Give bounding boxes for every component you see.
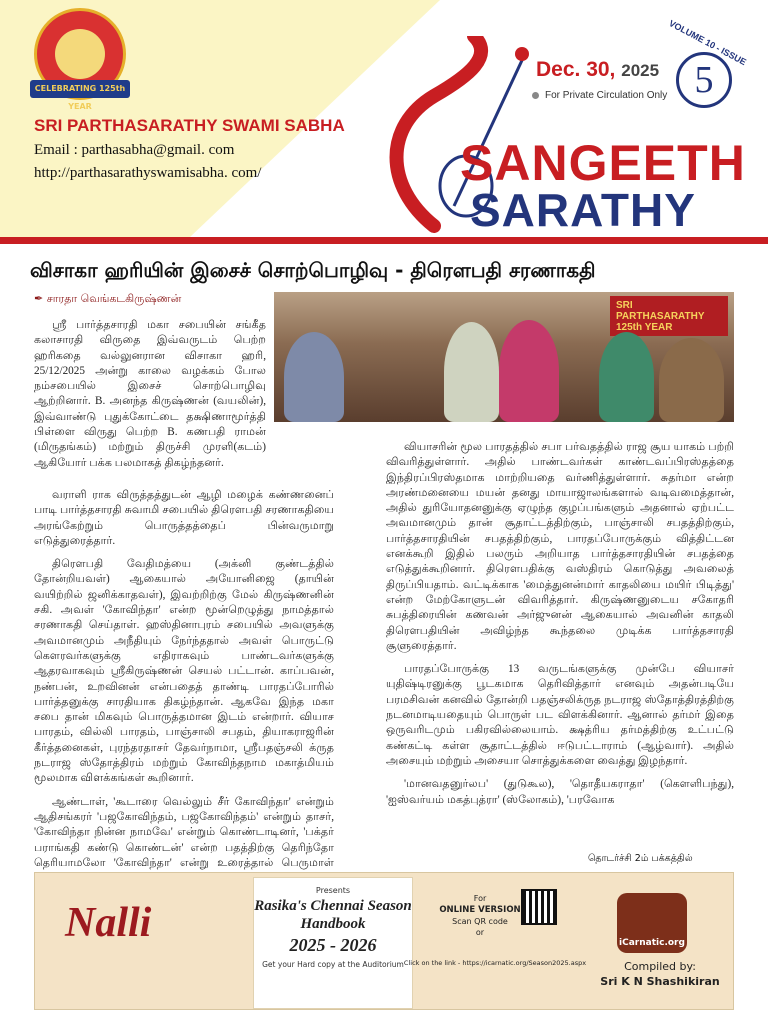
- compiler-name: Sri K N Shashikiran: [600, 975, 720, 988]
- continued-note: தொடர்ச்சி 2ம் பக்கத்தில்: [588, 853, 693, 864]
- author-name: சாரதா வெங்கடகிருஷ்ணன்: [46, 292, 182, 305]
- performer-violin: [599, 332, 654, 422]
- compiled-by-label: Compiled by:: [624, 960, 696, 973]
- scan-qr: Scan QR code: [452, 917, 508, 926]
- article-column-right: [386, 440, 734, 816]
- paragraph-1: ஸ்ரீ பார்த்தசாரதி மகா சபையின் சங்கீத கலாசாரதி விருதை இவ்வருடம் பெற்ற ஹரிகதை வல்லுனரான விசாகா ஹரி, 25/12/2025 அன்று காலை வழக்கம் போல நம்சபையில் இசைச் சொற்பொழிவு ஆற்றினார். B. அனந்த கிருஷ்ணன் (வயலின்), இவ்வாண்டு புதுக்கோட்டை தக்ஷிணாமூர்த்தி பிள்ளை விருது பெற்ற B. கணபதி ராமன் (மிருதங்கம்) மற்றும் திருச்சி முரளி(கடம்) ஆகியோர் பக்க பலமாகத் திகழ்ந்தனர்.: [34, 319, 266, 469]
- handbook-title: Rasika's Chennai Season Handbook: [254, 898, 412, 932]
- compiler-credit: [595, 959, 725, 989]
- qr-code-icon[interactable]: [521, 889, 557, 925]
- handbook-link[interactable]: Click on the link - https://icarnatic.org/Season2025.aspx: [403, 959, 587, 967]
- stage-banner: SRI PARTHASARATHY 125th YEAR: [610, 296, 728, 336]
- article-headline: விசாகா ஹரியின் இசைச் சொற்பொழிவு - திரௌபதி சரணாகதி: [30, 258, 596, 282]
- advertisement: [34, 872, 734, 1010]
- hardcopy-note: Get your Hard copy at the Auditorium: [262, 960, 404, 969]
- nalli-logo: Nalli: [65, 900, 152, 946]
- or-label: or: [475, 928, 485, 937]
- online-version: ONLINE VERSION: [439, 905, 521, 915]
- paragraph-3: திரௌபதி வேதிமத்யை (அக்னி குண்டத்தில் தோன்றியவள்) ஆகையால் அயோனிஜை (தாயின் வயிற்றில் ஜனிக்காதவள்), இவற்றிற்கு மேல் கிருஷ்ணனின் சகி. அவள் 'கோவிந்தா' என்ற மூன்றெழுத்து நாமத்தால் சரணாகதி செய்தாள். ஹஸ்தினாபுரம் சபையில் அவளுக்கு அவமானமும் அநீதியும் நேர்ந்ததால் அவள் பொருட்டு கௌரவர்களுக்கு எதிராகவும் பாண்டவர்களுக்கு ஆதரவாகவும் ஸ்ரீகிருஷ்ணன் செயல் பட்டான். காப்பவன், நண்பன், உறவினன் என்பதைத் தாண்டி பாரதப்போரில் பார்த்தனுக்கு சாரதியாக திகழ்ந்தான். ஆகவே இந்த மகா சபை தான் மிகவும் பொருத்தமான இடம் என்றார். வியாச பாரதம், வில்லி பாரதம், பாஞ்சாலி சபதம், தியாகராஜரின் கீர்த்தனைகள், புரந்தரதாசர் தேவர்நாமா, ஸ்ரீபதஞ்சலி க்ருத நடராஜ ஸ்தோத்திரம் மற்றும் கோவிந்தநாம மகாத்மியம் மூலமாக விளக்கங்கள் கூறினார்.: [34, 558, 334, 785]
- circulation-note: For Private Circulation Only: [532, 90, 667, 101]
- handbook-panel: [253, 877, 413, 1009]
- masthead: [0, 0, 768, 237]
- handbook-years: 2025 - 2026: [289, 935, 377, 955]
- issue-number: 5: [676, 52, 732, 108]
- article-column-left: [34, 318, 266, 471]
- paragraph-6: பாரதப்போருக்கு 13 வருடங்களுக்கு முன்பே வியாசர் யுதிஷ்டிரனுக்கு பூடகமாக தெரிவித்தார் எனவும் அதன்படியே பரமசிவன் கனவில் தோன்றி பதஞ்சலிக்ருத நடராஜ ஸ்தோத்திரத்திற்கு நடனமாடியதையும் பொருள் பட விளக்கினார். ஆனால் தர்மர் இதை ஒருவரிடமும் பகிரவில்லையாம். க்ஷத்ரிய தர்மத்திற்கு உட்பட்டு கண்கட்டி கள்ள சூதாட்டத்தில் ஈடுபட்டாராம் (ஆழ்வார்). அதில் அசையும் மற்றும் அசையா சொத்துக்களை வைத்து இழந்தார்.: [386, 663, 734, 767]
- article-author: [34, 292, 181, 307]
- email[interactable]: Email : parthasabha@gmail. com: [34, 142, 235, 158]
- paragraph-2: வராளி ராக விருத்தத்துடன் ஆழி மழைக் கண்ணனைப் பாடி பார்த்தசாரதி சுவாமி சபையில் திரௌபதி சரணாகதியை அரங்கேற்றும் பொருத்தத்தைப் பின்வருமாறு எடுத்துரைத்தார்.: [34, 489, 334, 547]
- paragraph-7: 'மானவதனுர்லப' (துடுகூல), 'தொதீயகராதா' (கௌளிபந்து), 'ஐஸ்வர்யம் மகத்புத்ரா' (ஸ்லோகம்), 'பரவோக: [386, 778, 734, 806]
- date-year: 2025: [621, 61, 660, 80]
- presents-label: Presents: [315, 886, 351, 895]
- title-sarathy: SARATHY: [470, 184, 696, 236]
- performer-vishaka-hari: [499, 320, 559, 422]
- sabha-name: SRI PARTHASARATHY SWAMI SABHA: [34, 116, 345, 135]
- performer-mridangam: [284, 332, 344, 422]
- logo-ribbon: CELEBRATING 125th YEAR: [30, 80, 130, 98]
- title-sangeeth: SANGEETH: [460, 135, 746, 191]
- divider-bar: [0, 237, 768, 244]
- performer-vocal: [659, 338, 724, 422]
- website-url[interactable]: http://parthasarathyswamisabha. com/: [34, 165, 262, 181]
- concert-photo: [274, 292, 734, 422]
- date-main: Dec. 30,: [536, 58, 616, 81]
- paragraph-5: வியாசரின் மூல பாரதத்தில் சபா பர்வதத்தில் ராஜ சூய யாகம் பற்றி விவரித்துள்ளார். அதில் பாண்டவர்கள் காண்டவப்பிரஸ்தத்தை இந்திரப்பிரஸ்தமாக மாற்றியதை வர்ணித்துள்ளார். சுதர்மா என்ற அரண்மனையை மயன் தனது மாயாஜாலங்களால் வடிவமைத்தான், அதில் துரியோதனனுக்கு ஏழுந்த குழப்பங்களும் அதனால் ஏற்பட்ட அவமானமும் தான் சூதாட்டத்திற்கும், பாஞ்சாலி சபதத்திற்கும், பார்த்தசாரதியின் சபதத்திற்கும், பாரதப்போருக்கும் வித்திட்டன எனக்கூறி இதில் பலரும் அறியாத பார்த்தசாரதியின் சபதத்தை எடுத்துக்கூறினார். திரௌபதிக்கு வஸ்திரம் கொடுத்து அவலைத் திருப்பியதாம். வட்டிக்காக 'மைத்துனன்மார் காதலியை மயிர் பிடித்து' என்ற மேற்கோளுடன் விவரித்தார். கிருஷ்ணனுடைய சகோதரி சுபத்திரையின் கணவன் அர்ஜுனன் ஆகையால் அவனின் காதலி திரௌபதியின் அவிழ்ந்த கூந்தலை முடிக்க பார்த்தசாரதி சூளுரைத்தார்.: [386, 441, 734, 652]
- issue-date: [536, 58, 659, 82]
- article-column-left-full: [34, 488, 334, 894]
- performer-ghatam: [444, 322, 499, 422]
- online-version-note: [425, 893, 535, 938]
- chariot-icon: [55, 29, 105, 79]
- icarnatic-logo: iCarnatic.org: [617, 893, 687, 953]
- quill-icon: ✒: [34, 292, 47, 305]
- online-for: For: [473, 894, 487, 903]
- paragraph-4: ஆண்டாள், 'கூடாரை வெல்லும் சீர் கோவிந்தா' என்றும் ஆதிசங்கரர் 'பஜகோவிந்தம், பஜகோவிந்தம்' என்றும் தாசர், 'கோவிந்தா நின்ன நாமவே' என்றும் கொண்டாடினர், 'பக்தர் பராங்கதி கண்டு கொண்டன்' என்ற பதத்திற்கு தெரிந்தோ தெரியாமலோ 'கோவிந்தா' என்று உரைத்தால் பெருமாள்: [34, 795, 334, 869]
- volume-label: VOLUME 10 - ISSUE: [667, 18, 748, 68]
